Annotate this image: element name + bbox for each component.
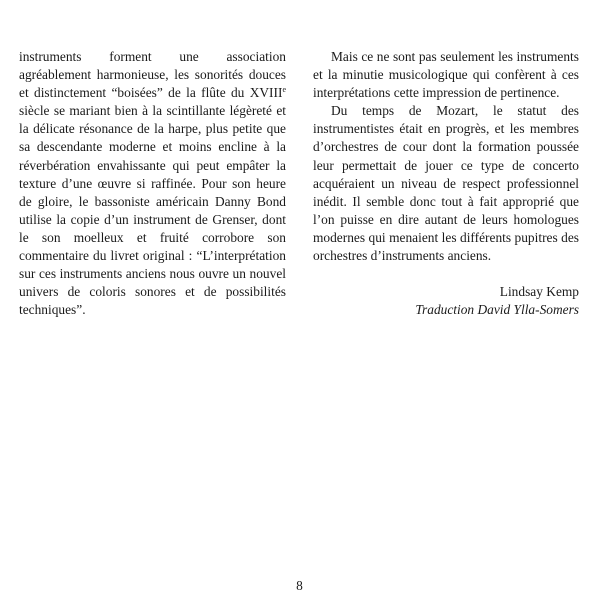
right-paragraph-1: Mais ce ne sont pas seulement les instruments et la minutie musicologique qui confèrent à ces interprétations cette impression de pertinence.	[313, 49, 579, 101]
left-text-start: instruments forment une association agréablement harmonieuse, les sonorités douces et distinctement “boisées” de la flûte du XVIII	[19, 49, 286, 101]
right-paragraph-2: Du temps de Mozart, le statut des instrumentistes était en progrès, et les membres d’orchestres de cour dont la formation poussée leur permettait de jouer ce type de concerto acquéraient un niveau de respect professionnel inédit. Il semble donc tout à fait approprié que l’on puisse en dire autant de leurs homologues modernes qui menaient les différents pupitres des orchestres d’instruments anciens.	[313, 103, 579, 264]
translator-credit: Traduction David Ylla-Somers	[415, 302, 579, 318]
left-paragraph	[19, 48, 286, 319]
right-column	[313, 48, 579, 319]
left-text-end: siècle se mariant bien à la scintillante légèreté et la délicate résonance de la harpe, plus petite que sa descendante moderne et moins encline à la réverbération envahissante qui peut empâter la texture d’une œuvre si raffinée. Pour son heure de gloire, le bassoniste américain Danny Bond utilise la copie d’un instrument de Grenser, dont le son moelleux et fruité corrobore son commentaire du livret original : “L’interprétation sur ces instruments anciens nous ouvre un nouvel univers de coloris sonores et de possibilités techniques”.	[19, 103, 286, 318]
signature-block	[313, 283, 579, 319]
author-name: Lindsay Kemp	[499, 284, 579, 300]
century-superscript: e	[282, 85, 286, 95]
page-number: 8	[296, 578, 303, 593]
left-column	[19, 48, 286, 319]
